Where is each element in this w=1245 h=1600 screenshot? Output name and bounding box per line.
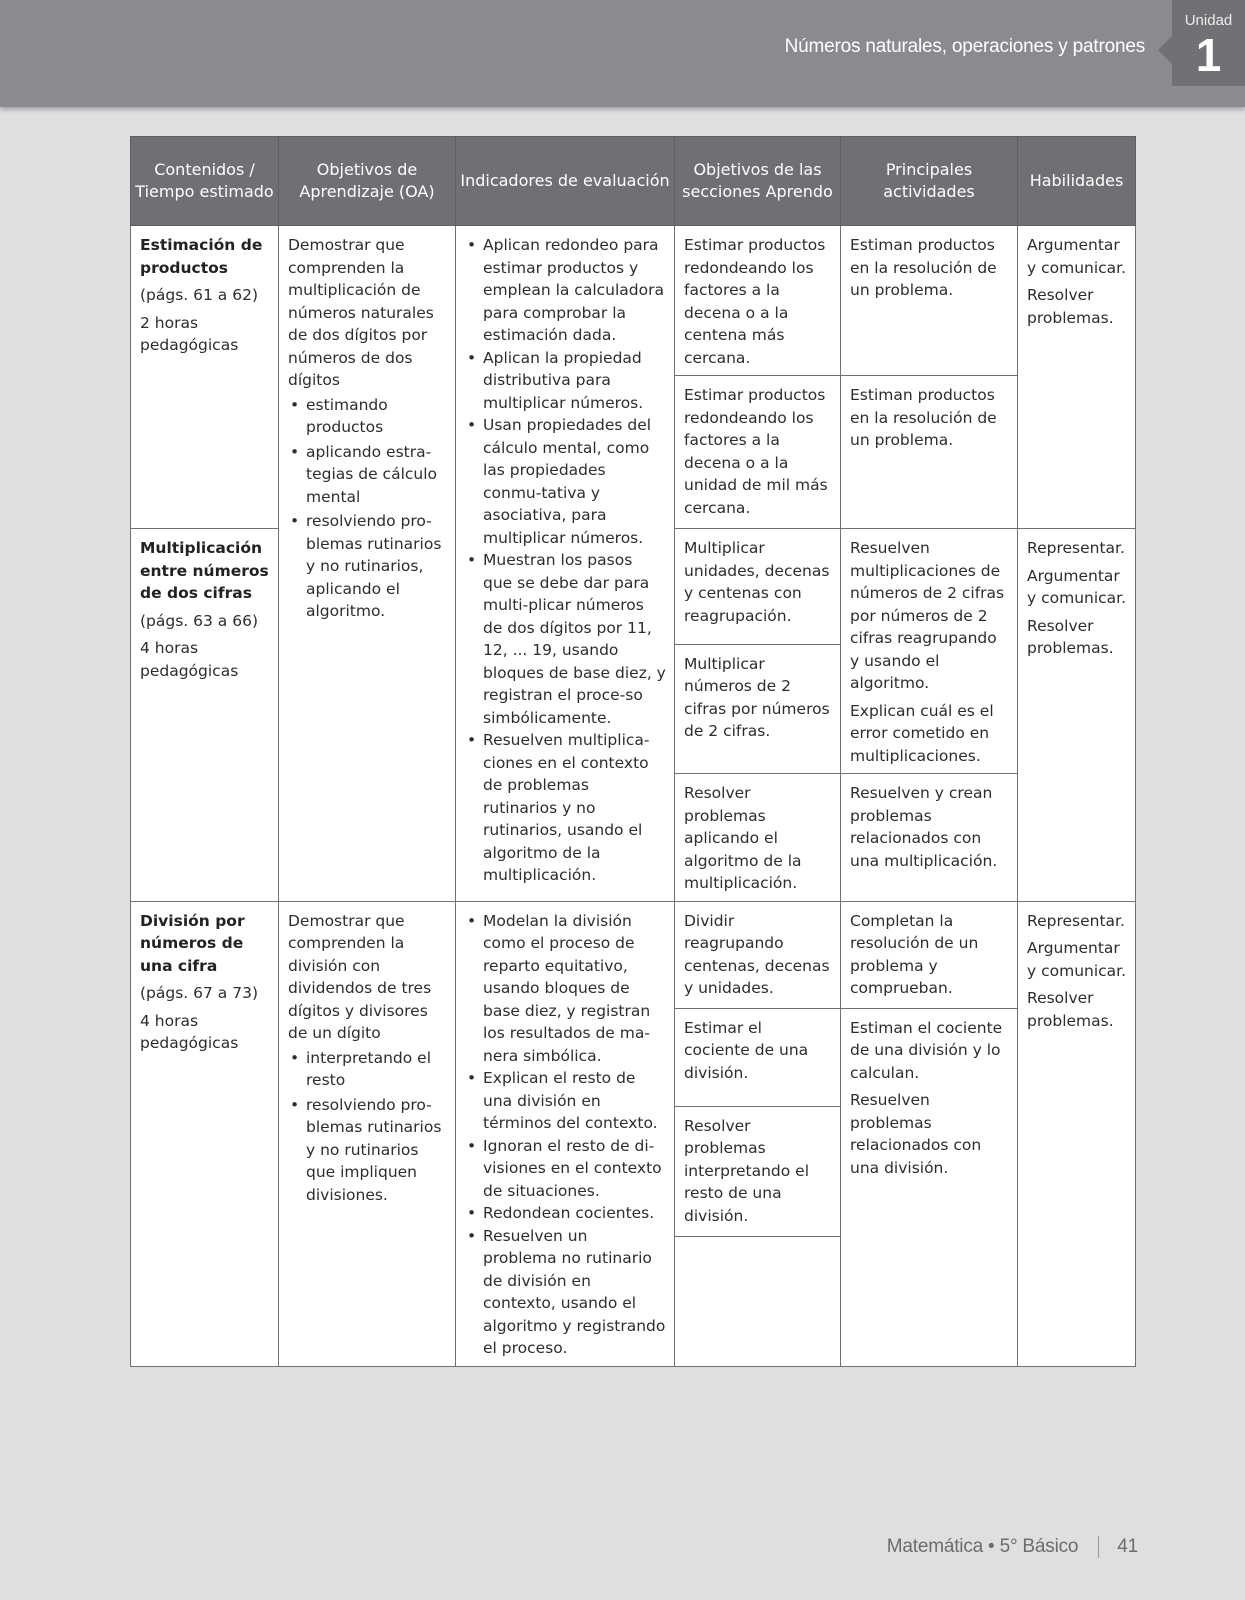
skill-text: Resolver problemas. bbox=[1027, 286, 1114, 327]
header-indicators: Indicadores de evaluación bbox=[456, 137, 675, 226]
activity-text: Estiman el cociente de una división y lo calculan. bbox=[850, 1018, 1003, 1082]
header-section-objectives: Objetivos de las secciones Aprendo bbox=[675, 137, 841, 226]
header-learning-objectives: Objetivos de Aprendizaje (OA) bbox=[279, 137, 456, 226]
list-item: • Usan propiedades del cálculo mental, como las propiedades conmu-tativa y asociativa, para multiplicar números. bbox=[465, 414, 666, 549]
content-cell-division bbox=[131, 901, 279, 1366]
content-cell-multiplication bbox=[131, 529, 279, 902]
skill-text: Argumentar y comunicar. bbox=[1027, 236, 1127, 277]
header-skills: Habilidades bbox=[1018, 137, 1136, 226]
footer-subject: Matemática • 5° Básico bbox=[886, 1536, 1079, 1558]
objective-cell: Multiplicar unidades, decenas y centenas con reagrupación. bbox=[675, 529, 841, 645]
list-item: • Explican el resto de una división en términos del contexto. bbox=[465, 1067, 666, 1135]
skill-text: Argumentar y comunicar. bbox=[1027, 939, 1127, 980]
content-title: Estimación de productos bbox=[140, 236, 263, 277]
content-pages: (págs. 67 a 73) bbox=[140, 984, 258, 1002]
activity-cell bbox=[841, 376, 1018, 529]
list-item: • Resuelven multiplica-ciones en el contexto de problemas rutinarios y no rutinarios, usando el algoritmo de la multiplicación. bbox=[465, 729, 666, 887]
content-cell-estimation bbox=[131, 226, 279, 529]
list-item: • resolviendo pro-blemas rutinarios y no rutinarios, aplicando el algoritmo. bbox=[288, 510, 447, 623]
objective-cell: Resolver problemas aplicando el algoritmo de la multiplicación. bbox=[675, 774, 841, 902]
list-item: • Muestran los pasos que se debe dar para multi-plicar números de dos dígitos por 11, 12, ... 19, usando bloques de base diez, y registran el proce-so simbólicamente. bbox=[465, 549, 666, 729]
list-item: • Aplican redondeo para estimar productos y emplean la calculadora para comprobar la estimación dada. bbox=[465, 234, 666, 347]
content-title: División por números de una cifra bbox=[140, 911, 245, 975]
planning-table bbox=[130, 136, 1136, 1367]
header-contents: Contenidos / Tiempo estimado bbox=[131, 137, 279, 226]
skill-text: Resolver problemas. bbox=[1027, 616, 1114, 657]
oa-cell bbox=[279, 901, 456, 1366]
activity-cell bbox=[841, 529, 1018, 774]
list-item: • estimando productos bbox=[288, 394, 447, 439]
content-pages: (págs. 63 a 66) bbox=[140, 611, 258, 630]
oa-intro: Demostrar que comprenden la división con dividendos de tres dígitos y divisores de un dígito bbox=[288, 911, 432, 1042]
objective-cell-empty bbox=[675, 1236, 841, 1366]
content-time: 4 horas pedagógicas bbox=[140, 1011, 239, 1052]
activity-text: Resuelven problemas relacionados con una división. bbox=[850, 1091, 982, 1177]
page-number: 41 bbox=[1117, 1536, 1138, 1558]
objective-cell: Estimar el cociente de una división. bbox=[675, 1008, 841, 1106]
oa-cell bbox=[279, 226, 456, 902]
activity-cell bbox=[841, 226, 1018, 376]
skills-cell bbox=[1018, 529, 1136, 902]
activity-text: Resuelven multiplicaciones de números de 2 cifras por números de 2 cifras reagrupando y usando el algoritmo. bbox=[850, 539, 1005, 692]
activity-cell bbox=[841, 774, 1018, 902]
table-header-row bbox=[131, 137, 1136, 226]
unit-tab bbox=[1172, 0, 1245, 86]
activity-text: Explican cuál es el error cometido en multiplicaciones. bbox=[850, 701, 994, 765]
activity-text: Completan la resolución de un problema y comprueban. bbox=[850, 911, 979, 997]
list-item: • Resuelven un problema no rutinario de división en contexto, usando el algoritmo y registrando el proceso. bbox=[465, 1225, 666, 1360]
indicators-list bbox=[465, 234, 666, 887]
page-header-bar bbox=[0, 0, 1245, 107]
list-item: • Redondean cocientes. bbox=[465, 1202, 666, 1225]
activity-text: Estiman productos en la resolución de un problema. bbox=[850, 236, 997, 299]
unit-title: Números naturales, operaciones y patrones bbox=[784, 36, 1145, 57]
activity-cell bbox=[841, 1008, 1018, 1366]
header-main-activities: Principales actividades bbox=[841, 137, 1018, 226]
oa-list bbox=[288, 1047, 447, 1207]
list-item: • aplicando estra-tegias de cálculo mental bbox=[288, 441, 447, 509]
content-time: 2 horas pedagógicas bbox=[140, 313, 239, 354]
activity-text: Estiman productos en la resolución de un problema. bbox=[850, 386, 997, 449]
objective-cell: Multiplicar números de 2 cifras por números de 2 cifras. bbox=[675, 644, 841, 773]
content-title: Multiplicación entre números de dos cifras bbox=[140, 539, 269, 602]
list-item: • resolviendo pro-blemas rutinarios y no rutinarios que impliquen divisiones. bbox=[288, 1094, 447, 1207]
oa-list bbox=[288, 394, 447, 623]
footer-separator bbox=[1098, 1536, 1099, 1558]
unit-tab-arrow bbox=[1158, 36, 1172, 64]
skills-cell bbox=[1018, 901, 1136, 1366]
skills-cell bbox=[1018, 226, 1136, 529]
objective-cell: Resolver problemas interpretando el resto de una división. bbox=[675, 1106, 841, 1236]
unit-number: 1 bbox=[1195, 29, 1222, 81]
content-pages: (págs. 61 a 62) bbox=[140, 286, 258, 304]
table-row bbox=[131, 226, 1136, 376]
objective-cell: Estimar productos redondeando los factores a la decena o a la centena más cercana. bbox=[675, 226, 841, 376]
list-item: • Modelan la división como el proceso de reparto equitativo, usando bloques de base diez, y registran los resultados de ma-nera simbólica. bbox=[465, 910, 666, 1068]
objective-cell: Estimar productos redondeando los factores a la decena o a la unidad de mil más cercana. bbox=[675, 376, 841, 529]
indicators-list bbox=[465, 910, 666, 1360]
skill-text: Representar. bbox=[1027, 911, 1125, 930]
skill-text: Representar. bbox=[1027, 539, 1125, 557]
list-item: • Aplican la propiedad distributiva para multiplicar números. bbox=[465, 347, 666, 415]
skill-text: Argumentar y comunicar. bbox=[1027, 566, 1127, 607]
activity-cell bbox=[841, 901, 1018, 1008]
activity-text: Resuelven y crean problemas relacionados con una multiplicación. bbox=[850, 784, 998, 870]
table-row bbox=[131, 901, 1136, 1008]
oa-intro: Demostrar que comprenden la multiplicación de números naturales de dos dígitos por números de dos dígitos bbox=[288, 236, 434, 389]
unit-label: Unidad bbox=[1184, 12, 1233, 29]
indicators-cell bbox=[456, 226, 675, 902]
page-footer bbox=[887, 1536, 1138, 1558]
objective-cell: Dividir reagrupando centenas, decenas y unidades. bbox=[675, 901, 841, 1008]
indicators-cell bbox=[456, 901, 675, 1366]
content-time: 4 horas pedagógicas bbox=[140, 639, 239, 680]
list-item: • interpretando el resto bbox=[288, 1047, 447, 1092]
list-item: • Ignoran el resto de di-visiones en el contexto de situaciones. bbox=[465, 1135, 666, 1203]
skill-text: Resolver problemas. bbox=[1027, 989, 1114, 1030]
